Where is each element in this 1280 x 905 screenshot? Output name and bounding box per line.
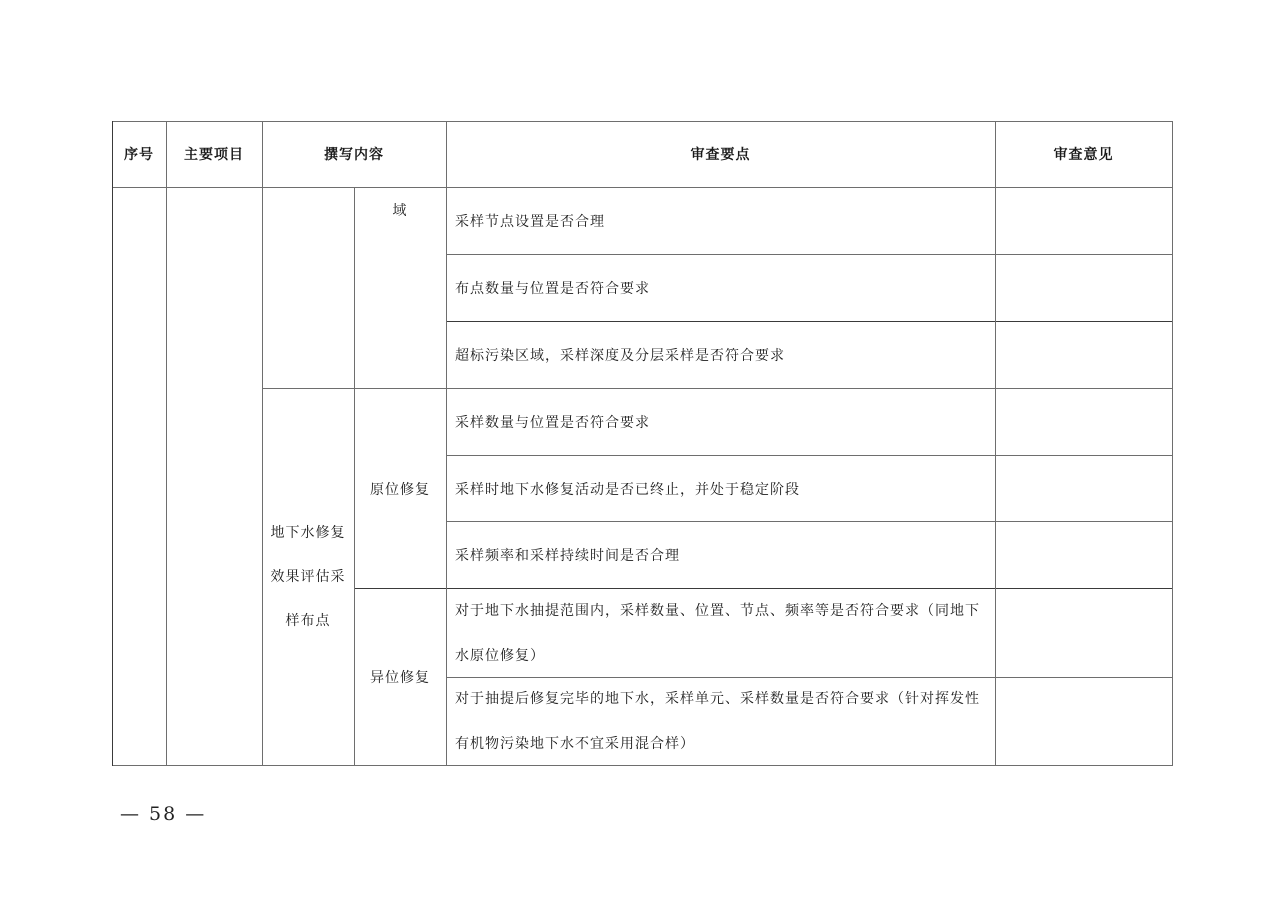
review-point-row: 采样节点设置是否合理 bbox=[455, 214, 605, 230]
content-label-line: 样布点 bbox=[285, 613, 331, 629]
header-review-opinion: 审查意见 bbox=[1053, 147, 1114, 163]
page-number: — 58 — bbox=[120, 803, 207, 825]
review-point-row: 采样时地下水修复活动是否已终止，并处于稳定阶段 bbox=[455, 481, 800, 498]
sub-item-label-ex-situ: 异位修复 bbox=[370, 670, 430, 686]
content-label-groundwater-sampling bbox=[262, 389, 354, 765]
review-point-row: 超标污染区域，采样深度及分层采样是否符合要求 bbox=[455, 348, 785, 364]
review-point-text: 对于地下水抽提范围内，采样数量、位置、节点、频率等是否符合要求（同地下水原位修复） bbox=[455, 602, 980, 664]
content-label-line: 效果评估采 bbox=[270, 569, 346, 585]
review-point-row bbox=[446, 678, 995, 765]
sub-item-label-in-situ: 原位修复 bbox=[370, 481, 430, 498]
header-main-item: 主要项目 bbox=[184, 147, 244, 163]
review-point-row: 采样数量与位置是否符合要求 bbox=[455, 415, 650, 431]
header-content: 撰写内容 bbox=[324, 147, 384, 163]
review-point-row bbox=[446, 589, 995, 677]
header-review-points: 审查要点 bbox=[690, 147, 751, 163]
header-seq: 序号 bbox=[124, 147, 154, 163]
review-point-row: 布点数量与位置是否符合要求 bbox=[455, 281, 650, 297]
review-point-text: 对于抽提后修复完毕的地下水，采样单元、采样数量是否符合要求（针对挥发性有机物污染地下水不宜采用混合样） bbox=[455, 691, 980, 752]
review-point-row: 采样频率和采样持续时间是否合理 bbox=[455, 548, 680, 564]
sub-item-label-continued: 域 bbox=[392, 203, 408, 219]
content-label-line: 地下水修复 bbox=[270, 525, 346, 541]
